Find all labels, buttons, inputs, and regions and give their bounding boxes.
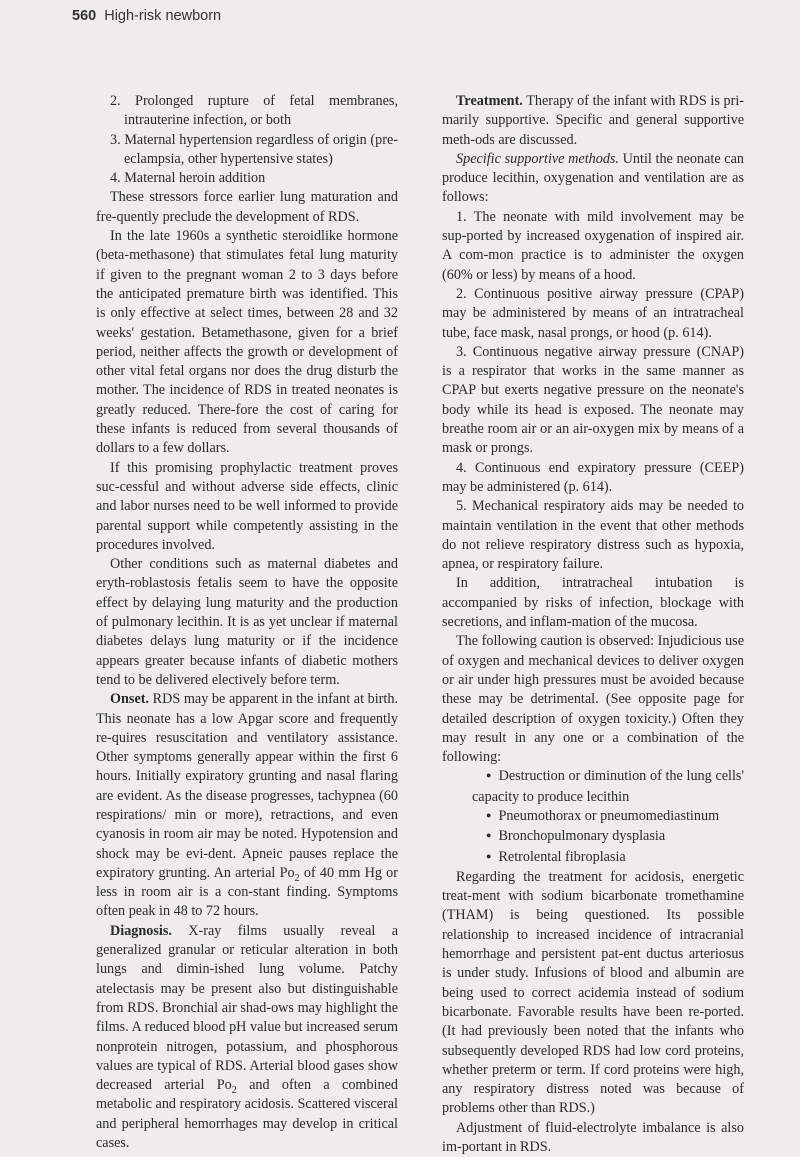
- method-item-3: 3. Continuous negative airway pressure (CNAP) is a respirator that works in the same manner as CPAP but exerts negative pressure on the neonate's body while its head is exposed. The neonate may breathe room air or an air-oxygen mix by means of a mask or prongs.: [442, 343, 744, 457]
- bullet-item: ● Destruction or diminution of the lung cells' capacity to produce lecithin: [442, 767, 744, 807]
- paragraph-fluid-electrolyte: Adjustment of fluid-electrolyte imbalance is also im-portant in RDS.: [442, 1119, 744, 1156]
- method-item-1: 1. The neonate with mild involvement may be sup-ported by increased oxygenation of inspired air. A com-mon practice is to administer the oxygen (60% or less) by means of a hood.: [442, 208, 744, 283]
- method-item-2: 2. Continuous positive airway pressure (CPAP) may be administered by means of an intratracheal tube, face mask, nasal prongs, or hood (p. 614).: [442, 285, 744, 341]
- diagnosis-text-2: and often a combined metabolic and respiratory acidosis. Scattered visceral and peripheral hemorrhages may develop in critical cases.: [96, 1077, 398, 1152]
- diagnosis-heading: Diagnosis.: [110, 922, 172, 939]
- running-title: High-risk newborn: [104, 8, 222, 24]
- paragraph-specific-methods: [442, 150, 744, 208]
- treatment-text: Therapy of the infant with RDS is pri-marily supportive. Specific and general supportive meth-ods are discussed.: [442, 93, 744, 148]
- bullet-item: ● Pneumothorax or pneumomediastinum: [442, 807, 744, 827]
- list-item-2: 2. Prolonged rupture of fetal membranes, intrauterine infection, or both: [110, 93, 398, 129]
- onset-subscript: 2: [294, 872, 300, 884]
- paragraph-intubation: In addition, intratracheal intubation is accompanied by risks of infection, blockage with secretions, and inflam-mation of the mucosa.: [442, 575, 744, 631]
- page-number: 560: [72, 8, 97, 24]
- paragraph-other-conditions: Other conditions such as maternal diabetes and eryth-roblastosis fetalis seem to have the opposite effect by delaying lung maturity and the production of pulmonary lecithin. It is as yet unclear if maternal diabetes delays lung maturity or if the incidence appears greater because infants of diabetic mothers tend to be delivered electively before term.: [96, 556, 398, 688]
- diagnosis-text: X-ray films usually reveal a generalized granular or reticular alteration in both lungs and dimin-ished lung volume. Patchy atelectasis may be present also but distinguishable from RDS. Bronchial air shad-ows may highlight the films. A reduced blood pH value but increased serum nonprotein nitrogen, potassium, and phosphorous values are typical of RDS. Arterial blood gases show decreased arterial Po: [96, 922, 398, 1094]
- specific-methods-text: Until the neonate can produce lecithin, oxygenation and ventilation are as follows:: [442, 150, 744, 206]
- method-item-5: 5. Mechanical respiratory aids may be needed to maintain ventilation in the event that other methods do not relieve respiratory distress such as hypoxia, apnea, or respiratory failure.: [442, 498, 744, 573]
- list-item-3: 3. Maternal hypertension regardless of origin (pre-eclampsia, other hypertensive states): [110, 131, 398, 167]
- treatment-heading: Treatment.: [456, 93, 523, 109]
- method-item-4: 4. Continuous end expiratory pressure (CEEP) may be administered (p. 614).: [442, 459, 744, 495]
- onset-text-2: of 40 mm Hg or less in room air is a con-stant finding. Symptoms often peak in 48 to 72 hours.: [96, 864, 398, 920]
- left-column: [96, 92, 398, 1153]
- paragraph-stressors: These stressors force earlier lung maturation and fre-quently preclude the development of RDS.: [96, 189, 398, 225]
- bullet-item: ● Retrolental fibroplasia: [442, 848, 744, 868]
- paragraph-acidosis: Regarding the treatment for acidosis, energetic treat-ment with sodium bicarbonate tromethamine (THAM) is being questioned. Its possible relationship to increased incidence of intracranial hemorrhage and persistent pat-ent ductus arteriosus is under study. Infusions of blood and albumin are being used to correct acidemia instead of sodium bicarbonate. Favorable results have been re-ported. (It had previously been noted that the infants who subsequently developed RDS had low cord proteins, whether preterm or term. If cord proteins were high, any respiratory distress noted was because of problems other than RDS.): [442, 868, 744, 1117]
- onset-heading: Onset.: [110, 691, 150, 708]
- paragraph-diagnosis: [96, 922, 398, 1154]
- paragraph-1960s: In the late 1960s a synthetic steroidlike hormone (beta-methasone) that stimulates fetal lung maturity if given to the pregnant woman 2 to 3 days before the anticipated premature birth was identified. This is only effective at select times, between 28 and 32 weeks' gestation. Betamethasone, given for a brief period, neither affects the growth or development of other vital fetal organs nor does the drug disturb the mother. The incidence of RDS in treated neonates is greatly reduced. There-fore the cost of caring for these infants is reduced from several thousands of dollars to a few dollars.: [96, 228, 398, 457]
- list-item-4: 4. Maternal heroin addition: [110, 170, 266, 187]
- right-column: [442, 92, 744, 1157]
- paragraph-onset: [96, 690, 398, 922]
- bullet-item: ● Bronchopulmonary dysplasia: [442, 827, 744, 847]
- diagnosis-subscript: 2: [231, 1084, 237, 1096]
- onset-text: RDS may be apparent in the infant at birth. This neonate has a low Apgar score and frequently re-quires resuscitation and ventilatory assistance. Other symptoms generally appear within the first 6 hours. Initially expiratory grunting and nasal flaring are evident. As the disease progresses, tachypnea (60 respirations/ min or more), retractions, and even cyanosis in room air may be noted. Hypotension and shock may be evi-dent. Apneic pauses replace the expiratory grunting. An arterial Po: [96, 691, 398, 881]
- specific-methods-heading: Specific supportive methods.: [456, 150, 619, 167]
- page-header: [72, 8, 221, 24]
- paragraph-caution: The following caution is observed: Injudicious use of oxygen and mechanical devices to deliver oxygen or air under high pressures must be avoided because these may be detrimental. (See opposite page for detailed description of oxygen toxicity.) Often they may result in any one or a combination of the following:: [442, 633, 744, 766]
- paragraph-promising: If this promising prophylactic treatment proves suc-cessful and without adverse side effects, clinic and labor nurses need to be well informed to provide parental support while competently assisting in the procedures involved.: [96, 459, 398, 553]
- paragraph-treatment: [442, 92, 744, 150]
